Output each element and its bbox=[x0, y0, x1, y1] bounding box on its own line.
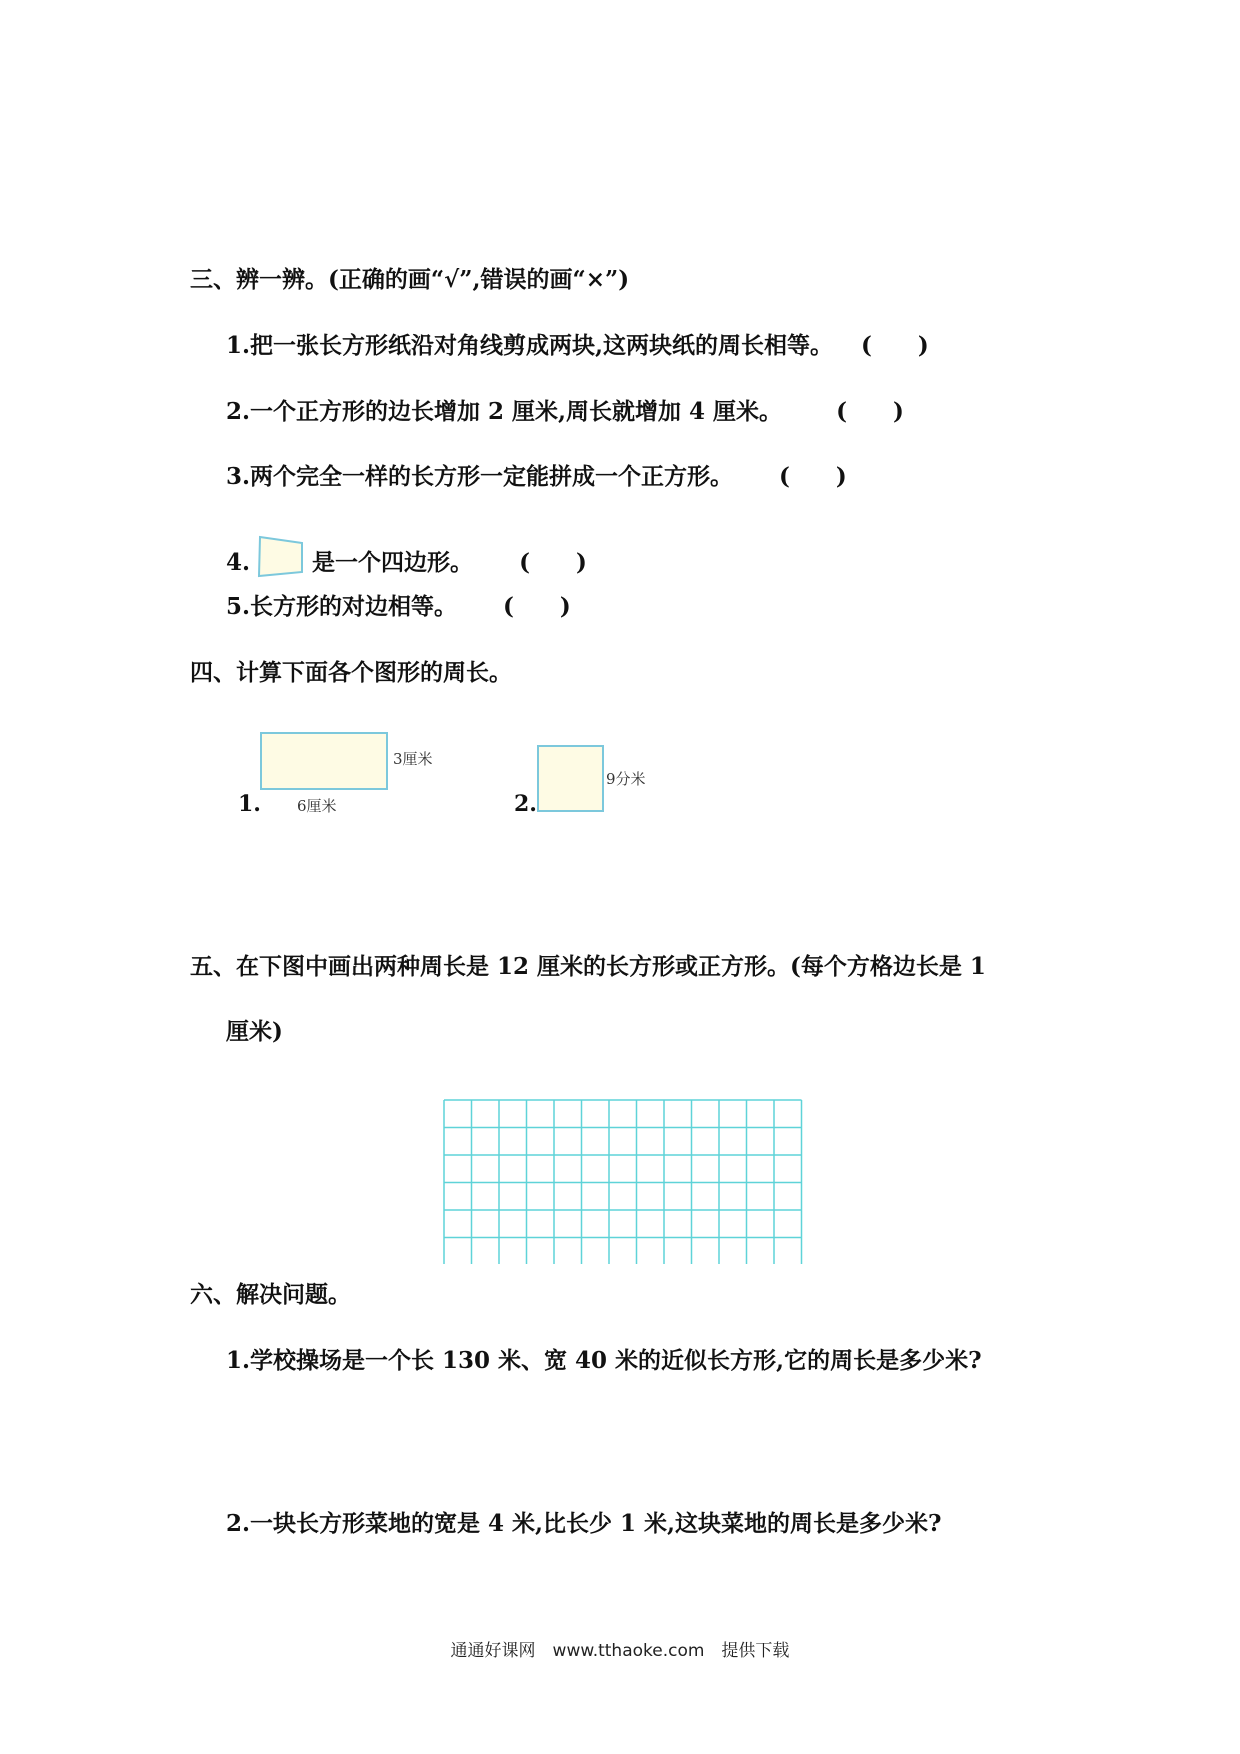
section3-item-1 bbox=[226, 331, 929, 361]
answer-parentheses[interactable]: ( ) bbox=[861, 332, 929, 359]
section3-title: 三、辨一辨。(正确的画“√”,错误的画“×”) bbox=[190, 266, 630, 293]
section3-item-4 bbox=[226, 534, 587, 578]
section3-item-3 bbox=[226, 462, 847, 492]
section6-question-1: 1.学校操场是一个长 130 米、宽 40 米的近似长方形,它的周长是多少米? bbox=[226, 1347, 982, 1374]
item-text: 2.一个正方形的边长增加 2 厘米,周长就增加 4 厘米。 bbox=[226, 398, 783, 425]
section4-title: 四、计算下面各个图形的周长。 bbox=[190, 659, 512, 686]
section3-item-5 bbox=[226, 592, 571, 622]
footer-source: 通通好课网 www.tthaoke.com 提供下载 bbox=[450, 1641, 790, 1661]
answer-parentheses[interactable]: ( ) bbox=[779, 463, 847, 490]
square-side-label: 9分米 bbox=[606, 770, 646, 788]
rectangle-figure bbox=[260, 732, 388, 790]
quadrilateral-figure bbox=[256, 534, 306, 578]
item-text: 1.把一张长方形纸沿对角线剪成两块,这两块纸的周长相等。 bbox=[226, 332, 834, 359]
square-figure bbox=[537, 745, 604, 812]
figure2-number: 2. bbox=[514, 791, 537, 817]
item-number: 4. bbox=[226, 549, 251, 576]
answer-parentheses[interactable]: ( ) bbox=[503, 593, 571, 620]
answer-parentheses[interactable]: ( ) bbox=[836, 398, 904, 425]
item-text: 3.两个完全一样的长方形一定能拼成一个正方形。 bbox=[226, 463, 734, 490]
item-text: 是一个四边形。 bbox=[312, 549, 474, 576]
square-grid[interactable] bbox=[443, 1099, 808, 1264]
figure1-number: 1. bbox=[238, 791, 261, 817]
section5-title-line2: 厘米) bbox=[226, 1018, 283, 1045]
rectangle-height-label: 3厘米 bbox=[393, 750, 433, 768]
section6-question-2: 2.一块长方形菜地的宽是 4 米,比长少 1 米,这块菜地的周长是多少米? bbox=[226, 1510, 942, 1537]
section6-title: 六、解决问题。 bbox=[190, 1281, 351, 1308]
section5-title-line1: 五、在下图中画出两种周长是 12 厘米的长方形或正方形。(每个方格边长是 1 bbox=[190, 953, 986, 980]
section5-title bbox=[190, 952, 986, 982]
rectangle-width-label: 6厘米 bbox=[297, 797, 337, 815]
item-text: 5.长方形的对边相等。 bbox=[226, 593, 458, 620]
section3-item-2 bbox=[226, 397, 904, 427]
answer-parentheses[interactable]: ( ) bbox=[519, 549, 587, 576]
